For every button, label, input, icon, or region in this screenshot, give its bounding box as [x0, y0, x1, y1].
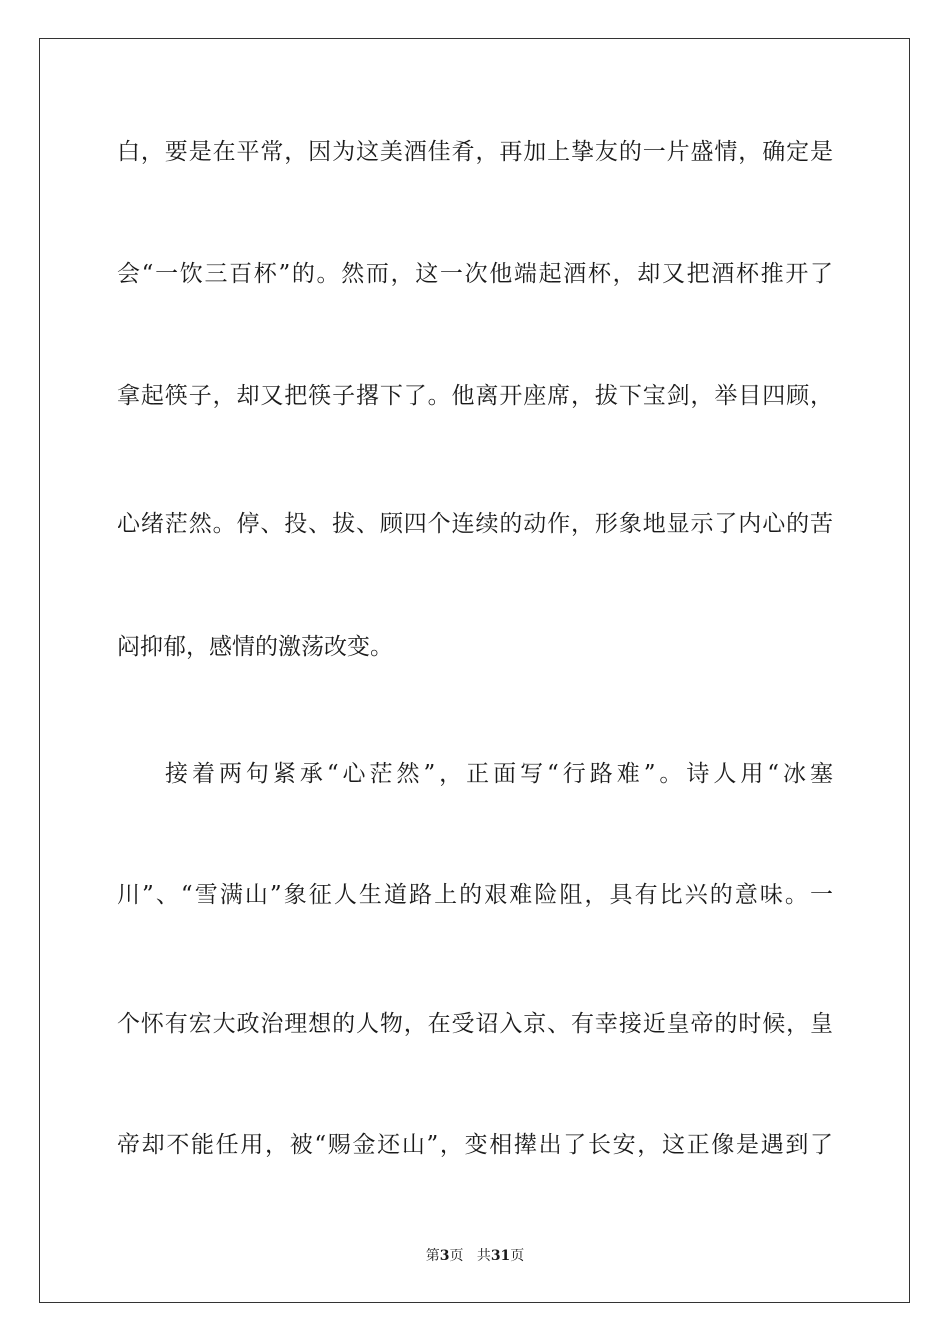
page-footer [0, 1247, 950, 1265]
text-line-8: 个怀有宏大政治理想的人物，在受诏入京、有幸接近皇帝的时候，皇 [117, 1011, 833, 1037]
page-prefix: 第 [425, 1248, 440, 1264]
text-line-6: 接着两句紧承“心茫然”，正面写“行路难”。诗人用“冰塞 [165, 761, 833, 787]
text-line-7: 川”、“雪满山”象征人生道路上的艰难险阻，具有比兴的意味。一 [117, 882, 833, 908]
text-line-2: 会“一饮三百杯”的。然而，这一次他端起酒杯，却又把酒杯推开了 [117, 261, 833, 287]
total-pages: 31 [490, 1248, 511, 1264]
text-line-3: 拿起筷子，却又把筷子撂下了。他离开座席，拔下宝剑，举目四顾， [117, 383, 833, 409]
text-line-1: 白，要是在平常，因为这美酒佳肴，再加上挚友的一片盛情，确定是 [117, 139, 833, 165]
total-suffix: 页 [510, 1248, 525, 1264]
text-line-5: 闷抑郁，感情的激荡改变。 [117, 634, 393, 660]
text-line-4: 心绪茫然。停、投、拔、顾四个连续的动作，形象地显示了内心的苦 [117, 511, 833, 537]
page-number: 3 [439, 1248, 450, 1264]
text-line-9: 帝却不能任用，被“赐金还山”，变相撵出了长安，这正像是遇到了 [117, 1132, 833, 1158]
page-suffix: 页 [449, 1248, 464, 1264]
page-frame [39, 38, 910, 1303]
total-prefix: 共 [476, 1248, 491, 1264]
